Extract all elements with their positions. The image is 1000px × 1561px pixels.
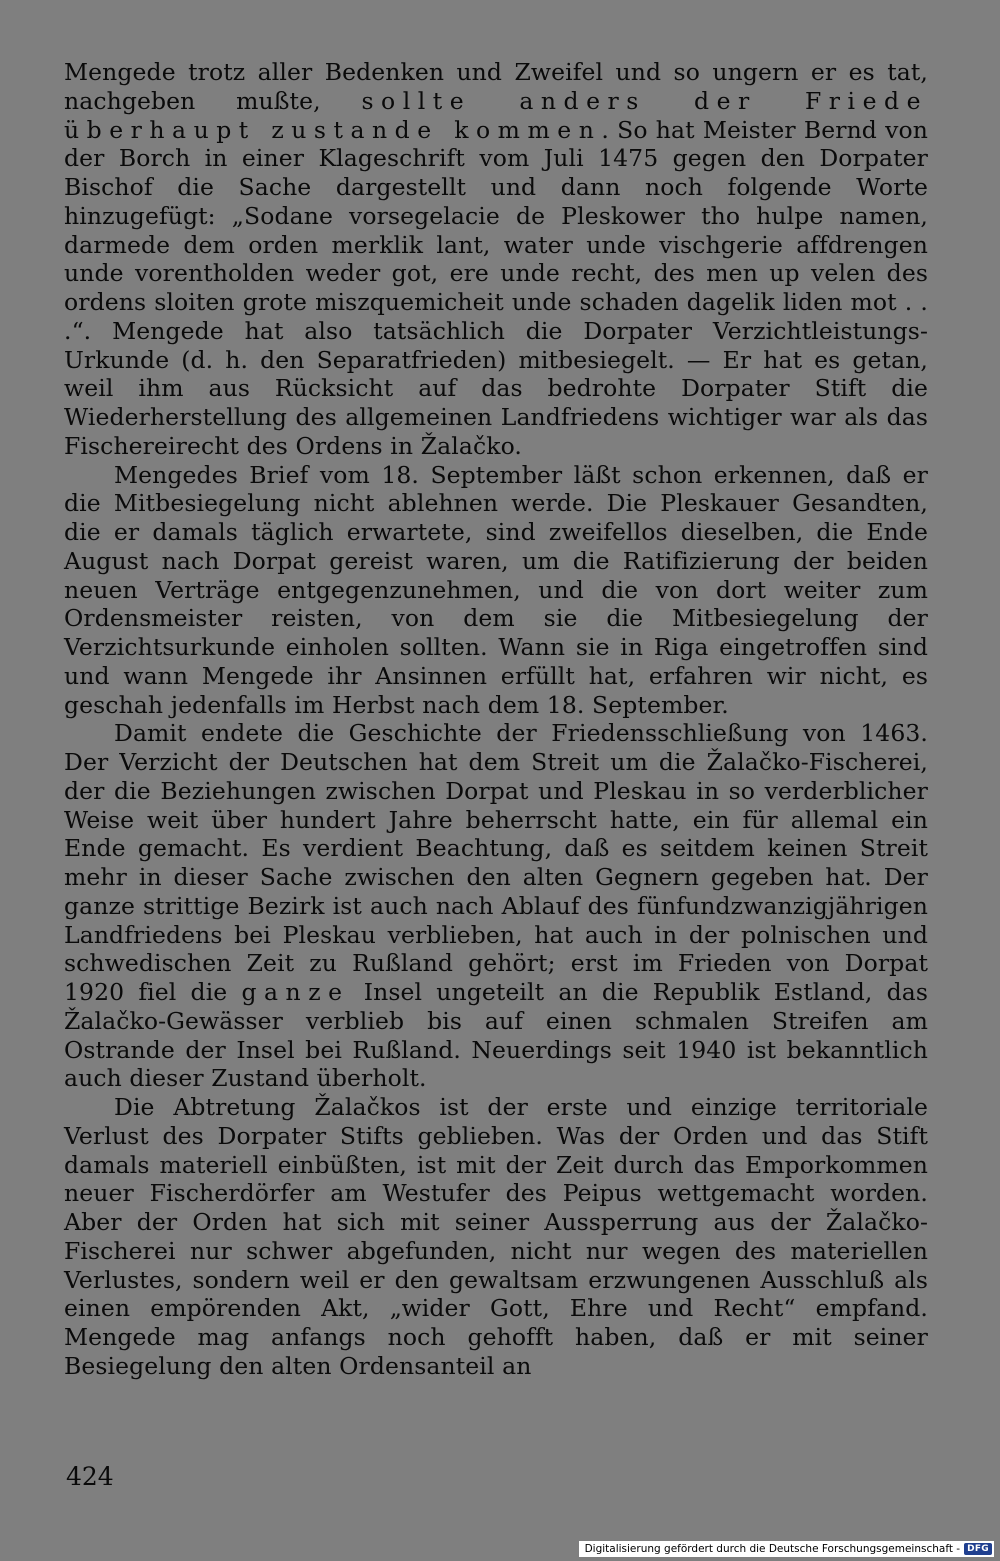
- page-body: [64, 58, 928, 1381]
- paragraph-3: [64, 719, 928, 1093]
- paragraph-1-spaced-emphasis: sollte anders der Friede überhaupt zustande kommen: [64, 86, 929, 144]
- paragraph-3-text-continued: Insel ungeteilt an die Republik Estland, das Žalačko-Gewässer verblieb bis auf einen schmalen Streifen am Ostrande der Insel bei Rußland. Neuerdings seit 1940 ist bekanntlich auch dieser Zustand überholt.: [64, 978, 929, 1093]
- paragraph-1: [64, 58, 928, 461]
- footer-text: Digitalisierung gefördert durch die Deutsche Forschungsgemeinschaft -: [584, 1543, 961, 1555]
- page-number: 424: [66, 1462, 114, 1491]
- digitization-footer: [579, 1541, 994, 1557]
- paragraph-4-text: Die Abtretung Žalačkos ist der erste und einzige territoriale Verlust des Dorpater Stifts geblieben. Was der Orden und das Stift damals materiell einbüßten, ist mit der Zeit durch das Emporkommen neuer Fischerdörfer am Westufer des Peipus wettgemacht worden. Aber der Orden hat sich mit seiner Aussperrung aus der Žalačko-Fischerei nur schwer abgefunden, nicht nur wegen des materiellen Verlustes, sondern weil er den gewaltsam erzwungenen Ausschluß als einen empörenden Akt, „wider Gott, Ehre und Recht“ empfand. Mengede mag anfangs noch gehofft haben, daß er mit seiner Besiegelung den alten Ordensanteil an: [64, 1093, 928, 1380]
- paragraph-3-spaced-emphasis: ganze: [241, 978, 350, 1006]
- dfg-logo-icon: DFG: [964, 1543, 992, 1555]
- paragraph-4: [64, 1093, 928, 1381]
- paragraph-3-text: Damit endete die Geschichte der Friedensschließung von 1463. Der Verzicht der Deutschen hat dem Streit um die Žalačko-Fischerei, der die Beziehungen zwischen Dorpat und Pleskau in so verderblicher Weise weit über hundert Jahre beherrscht hatte, ein für allemal ein Ende gemacht. Es verdient Beachtung, daß es seitdem keinen Streit mehr in dieser Sache zwischen den alten Gegnern gegeben hat. Der ganze strittige Bezirk ist auch nach Ablauf des fünfundzwanzigjährigen Landfriedens bei Pleskau verblieben, hat auch in der polnischen und schwedischen Zeit zu Rußland gehört; erst im Frieden von Dorpat 1920 fiel die: [64, 719, 928, 1006]
- paragraph-1-text: Mengede trotz aller Bedenken und Zweifel und so ungern er es tat, nachgeben mußte,: [64, 58, 928, 115]
- paragraph-1-text-continued: . So hat Meister Bernd von der Borch in einer Klageschrift vom Juli 1475 gegen den Dorpater Bischof die Sache dargestellt und dann noch folgende Worte hinzugefügt: „Sodane vorsegelacie de Pleskower tho hulpe namen, darmede dem orden merklik lant, water unde vischgerie affdrengen unde vorentholden weder got, ere unde recht, des men up velen des ordens sloiten grote miszquemicheit unde schaden dagelik liden mot . . .“. Mengede hat also tatsächlich die Dorpater Verzichtleistungs-Urkunde (d. h. den Separatfrieden) mitbesiegelt. — Er hat es getan, weil ihm aus Rücksicht auf das bedrohte Dorpater Stift die Wiederherstellung des allgemeinen Landfriedens wichtiger war als das Fischereirecht des Ordens in Žalačko.: [64, 115, 928, 460]
- paragraph-2-text: Mengedes Brief vom 18. September läßt schon erkennen, daß er die Mitbesiegelung nicht ablehnen werde. Die Pleskauer Gesandten, die er damals täglich erwartete, sind zweifellos dieselben, die Ende August nach Dorpat gereist waren, um die Ratifizierung der beiden neuen Verträge entgegenzunehmen, und die von dort weiter zum Ordensmeister reisten, von dem sie die Mitbesiegelung der Verzichtsurkunde einholen sollten. Wann sie in Riga eingetroffen sind und wann Mengede ihr Ansinnen erfüllt hat, erfahren wir nicht, es geschah jedenfalls im Herbst nach dem 18. September.: [64, 460, 928, 719]
- paragraph-2: [64, 461, 928, 720]
